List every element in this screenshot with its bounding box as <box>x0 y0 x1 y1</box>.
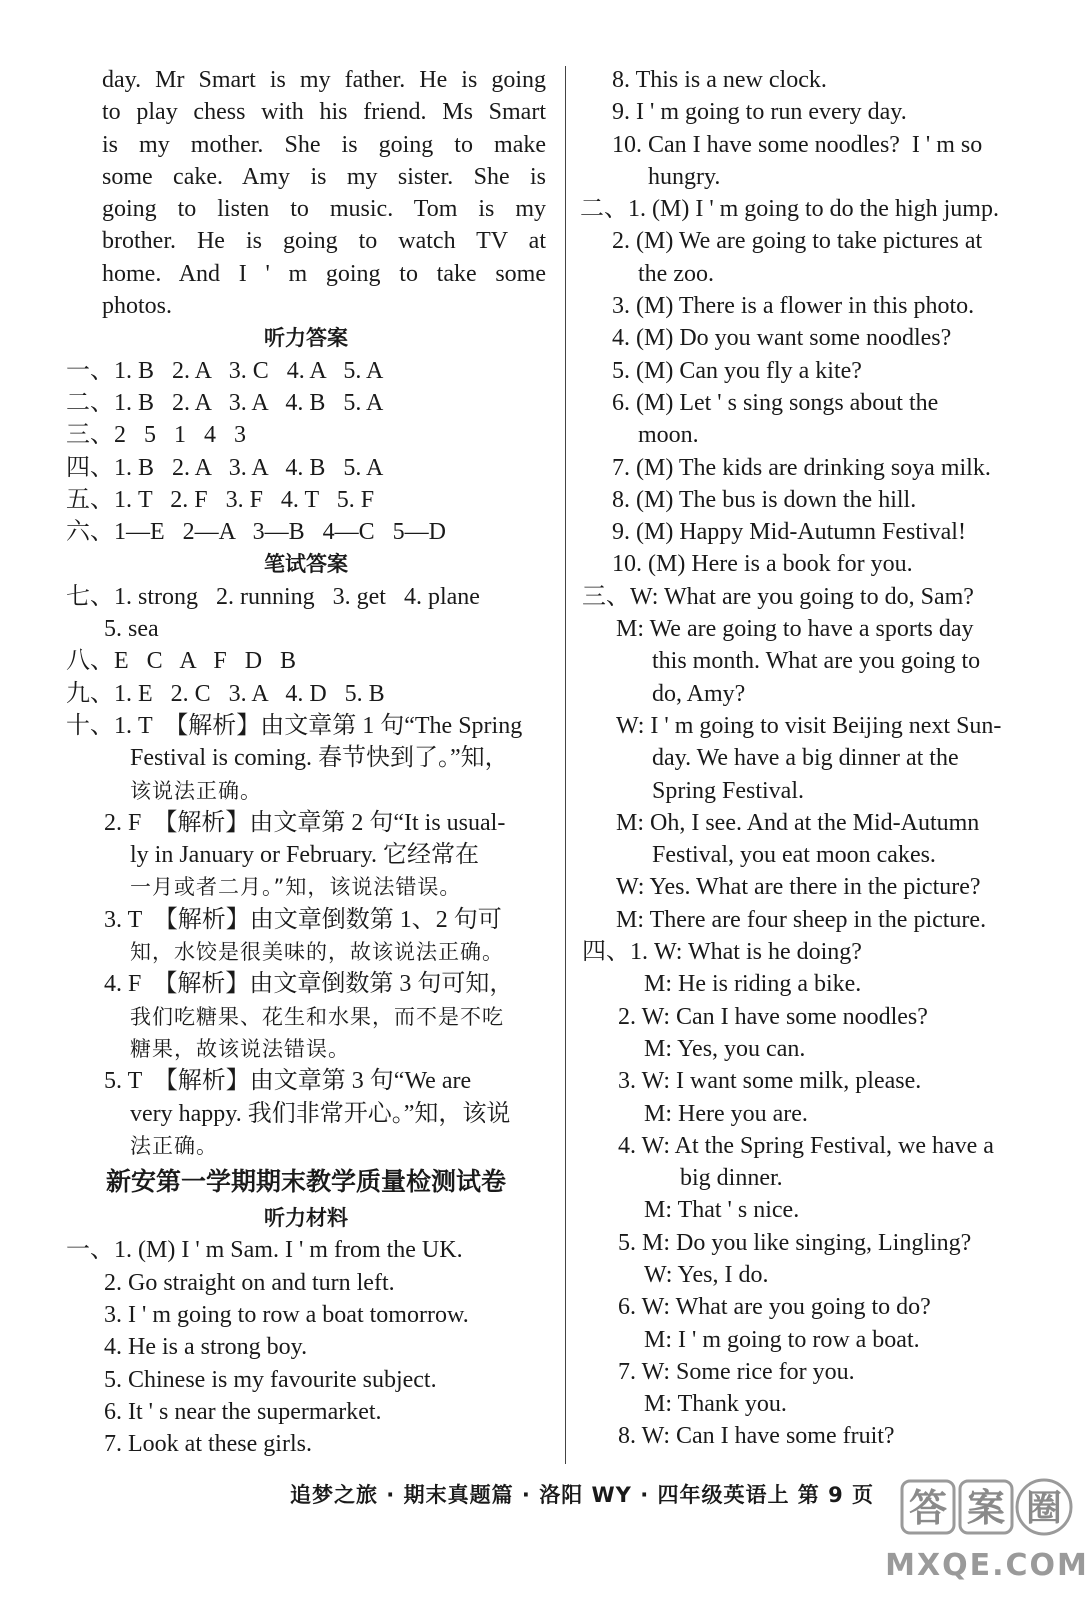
text-line <box>580 968 1070 1000</box>
text-line-content: 4. (M) Do you want some noodles? <box>612 325 952 352</box>
section-heading-text: 听力材料 <box>264 1206 348 1231</box>
text-line <box>66 968 546 1000</box>
text-line <box>580 1227 1070 1259</box>
text-line-content: 5. Chinese is my favourite subject. <box>104 1366 437 1393</box>
text-line <box>66 1065 546 1097</box>
text-line-content: big dinner. <box>680 1165 783 1192</box>
text-line <box>66 516 546 548</box>
text-line-content: 四、1. B 2. A 3. A 4. B 5. A <box>66 454 384 481</box>
text-line-content: 一、1. (M) I ' m Sam. I ' m from the UK. <box>66 1237 463 1264</box>
text-line <box>66 1130 546 1162</box>
text-line-content: 3. T 【解析】由文章倒数第 1、2 句可 <box>104 906 502 933</box>
text-line <box>580 904 1070 936</box>
text-line-content: W: Yes, I do. <box>644 1261 769 1288</box>
text-line-content: 3. (M) There is a flower in this photo. <box>612 293 975 320</box>
text-line <box>580 452 1070 484</box>
text-line-content: 6. W: What are you going to do? <box>618 1294 931 1321</box>
text-line <box>580 807 1070 839</box>
text-line-content: 7. (M) The kids are drinking soya milk. <box>612 454 991 481</box>
text-line-content: M: He is riding a bike. <box>644 971 862 998</box>
text-line <box>580 581 1070 613</box>
text-line-content: 三、2 5 1 4 3 <box>66 422 246 449</box>
text-line-content: M: Yes, you can. <box>644 1035 806 1062</box>
text-line <box>580 710 1070 742</box>
text-line-content: M: Oh, I see. And at the Mid-Autumn <box>616 809 980 836</box>
text-line <box>66 1001 546 1033</box>
text-line-content: 5. T 【解析】由文章第 3 句“We are <box>104 1068 472 1095</box>
text-line-content: Festival is coming. 春节快到了。”知， <box>130 745 509 772</box>
text-line-content: 6. It ' s near the supermarket. <box>104 1398 382 1425</box>
text-line-content: 法正确。 <box>130 1133 218 1158</box>
text-line-content: 3. I ' m going to row a boat tomorrow. <box>104 1301 469 1328</box>
column-divider <box>565 66 566 1464</box>
watermark-logo-char-2: 案 <box>966 1486 1006 1530</box>
text-line-content: hungry. <box>648 163 721 190</box>
text-line <box>580 387 1070 419</box>
section-heading <box>66 548 546 580</box>
text-line <box>580 1356 1070 1388</box>
text-line <box>66 613 546 645</box>
text-line <box>580 225 1070 257</box>
text-line <box>66 678 546 710</box>
text-line-content: brother. He is going to watch TV at <box>102 228 546 255</box>
text-line-content: 五、1. T 2. F 3. F 4. T 5. F <box>66 486 375 513</box>
text-line-content: 2. Go straight on and turn left. <box>104 1269 395 1296</box>
text-line <box>66 807 546 839</box>
text-line-content: 该说法正确。 <box>130 778 262 803</box>
text-line-content: 二、1. B 2. A 3. A 4. B 5. A <box>66 389 384 416</box>
text-line <box>66 1033 546 1065</box>
text-line <box>580 548 1070 580</box>
text-line <box>66 484 546 516</box>
text-line-content: day. Mr Smart is my father. He is going <box>102 67 546 93</box>
text-line-content: M: That ' s nice. <box>644 1197 800 1224</box>
text-line <box>66 129 546 161</box>
text-line <box>66 904 546 936</box>
text-line <box>66 161 546 193</box>
text-line <box>66 452 546 484</box>
text-line <box>580 258 1070 290</box>
text-line-content: very happy. 我们非常开心。”知，该说 <box>130 1100 511 1127</box>
text-line <box>66 258 546 290</box>
text-line-content: ly in January or February. 它经常在 <box>130 842 480 869</box>
text-line-content: is my mother. She is going to make <box>102 131 546 158</box>
text-line-content: 四、1. W: What is he doing? <box>582 939 862 966</box>
text-line-content: 一月或者二月。”知，该说法错误。 <box>130 875 462 900</box>
section-heading <box>66 1202 546 1234</box>
text-line-content: 5. (M) Can you fly a kite? <box>612 357 862 384</box>
text-line-content: 7. Look at these girls. <box>104 1431 312 1458</box>
text-line <box>66 1428 546 1460</box>
text-line <box>580 1098 1070 1130</box>
text-line <box>66 581 546 613</box>
text-line <box>66 1234 546 1266</box>
text-line <box>580 1130 1070 1162</box>
text-line-content: 六、1—E 2—A 3—B 4—C 5—D <box>66 519 447 546</box>
text-line <box>580 1259 1070 1291</box>
text-line <box>580 355 1070 387</box>
text-line-content: M: I ' m going to row a boat. <box>644 1326 920 1353</box>
text-line <box>66 193 546 225</box>
text-line <box>580 936 1070 968</box>
text-line <box>580 1194 1070 1226</box>
text-line-content: 知，水饺是很美味的，故该说法正确。 <box>130 940 504 965</box>
section-heading <box>66 322 546 354</box>
text-line-content: 3. W: I want some milk, please. <box>618 1068 922 1095</box>
text-line <box>580 775 1070 807</box>
text-line <box>580 678 1070 710</box>
text-line-content: 8. This is a new clock. <box>612 67 827 93</box>
text-line-content: 九、1. E 2. C 3. A 4. D 5. B <box>66 680 385 707</box>
text-line <box>66 290 546 322</box>
text-line-content: 八、E C A F D B <box>66 648 297 675</box>
text-line <box>580 1065 1070 1097</box>
text-line-content: 2. F 【解析】由文章第 2 句“It is usual- <box>104 809 506 836</box>
text-line-content: 一、1. B 2. A 3. C 4. A 5. A <box>66 357 384 384</box>
text-line-content: some cake. Amy is my sister. She is <box>102 163 546 190</box>
text-line <box>580 1033 1070 1065</box>
text-line <box>66 1267 546 1299</box>
text-line-content: this month. What are you going to <box>652 648 981 675</box>
text-line <box>580 322 1070 354</box>
text-line-content: 5. sea <box>104 616 159 643</box>
left-column <box>66 64 546 1460</box>
text-line-content: 6. (M) Let ' s sing songs about the <box>612 389 939 416</box>
text-line-content: Festival, you eat moon cakes. <box>652 842 936 869</box>
text-line <box>66 225 546 257</box>
text-line <box>580 613 1070 645</box>
text-line <box>580 193 1070 225</box>
text-line <box>580 161 1070 193</box>
text-line <box>66 387 546 419</box>
text-line-content: 二、1. (M) I ' m going to do the high jump. <box>580 196 999 223</box>
text-line <box>66 775 546 807</box>
watermark-logo-char-3: 圈 <box>1025 1488 1063 1529</box>
text-line-content: 七、1. strong 2. running 3. get 4. plane <box>66 583 480 610</box>
text-line <box>66 710 546 742</box>
text-line <box>66 839 546 871</box>
text-line-content: do, Amy? <box>652 680 746 707</box>
text-line-content: 9. I ' m going to run every day. <box>612 99 907 126</box>
text-line-content: 2. (M) We are going to take pictures at <box>612 228 983 255</box>
text-line <box>66 1396 546 1428</box>
text-line <box>66 64 546 96</box>
text-line-content: going to listen to music. Tom is my <box>102 196 546 223</box>
text-line <box>66 742 546 774</box>
text-line-content: moon. <box>638 422 699 449</box>
watermark-logo <box>885 1475 1089 1585</box>
text-line <box>66 1364 546 1396</box>
text-line <box>580 64 1070 96</box>
exam-title-text: 新安第一学期期末教学质量检测试卷 <box>105 1167 506 1197</box>
text-line <box>66 1331 546 1363</box>
text-line-content: 8. W: Can I have some fruit? <box>618 1423 895 1450</box>
text-line-content: 4. F 【解析】由文章倒数第 3 句可知， <box>104 971 514 998</box>
text-line-content: M: There are four sheep in the picture. <box>616 906 987 933</box>
text-line <box>580 1291 1070 1323</box>
text-line <box>580 290 1070 322</box>
text-line-content: 8. (M) The bus is down the hill. <box>612 486 917 513</box>
watermark-url: MXQE.COM <box>885 1548 1089 1583</box>
exam-title <box>66 1162 546 1202</box>
text-line <box>580 1420 1070 1452</box>
watermark-logo-char-1: 答 <box>908 1486 948 1530</box>
text-line <box>66 355 546 387</box>
text-line-content: W: Yes. What are there in the picture? <box>616 874 981 901</box>
text-line-content: 5. M: Do you like singing, Lingling? <box>618 1229 972 1256</box>
text-line-content: the zoo. <box>638 260 714 287</box>
text-line-content: 10. Can I have some noodles? I ' m so <box>612 131 983 158</box>
text-line <box>66 936 546 968</box>
text-line <box>580 419 1070 451</box>
text-line-content: photos. <box>102 293 173 320</box>
text-line-content: home. And I ' m going to take some <box>102 260 546 287</box>
text-line <box>580 129 1070 161</box>
text-line <box>580 871 1070 903</box>
text-line-content: 糖果，故该说法错误。 <box>130 1036 350 1061</box>
text-line <box>66 871 546 903</box>
text-line <box>580 516 1070 548</box>
right-column <box>580 64 1070 1453</box>
text-line <box>580 839 1070 871</box>
text-line-content: 2. W: Can I have some noodles? <box>618 1003 928 1030</box>
text-line <box>66 645 546 677</box>
text-line-content: 10. (M) Here is a book for you. <box>612 551 913 578</box>
text-line <box>580 1162 1070 1194</box>
text-line <box>580 1001 1070 1033</box>
text-line <box>580 96 1070 128</box>
section-heading-text: 听力答案 <box>264 326 348 351</box>
text-line <box>66 1299 546 1331</box>
section-heading-text: 笔试答案 <box>264 552 348 577</box>
text-line <box>580 1324 1070 1356</box>
text-line <box>580 1388 1070 1420</box>
text-line-content: to play chess with his friend. Ms Smart <box>102 99 546 126</box>
text-line <box>580 645 1070 677</box>
text-line-content: 十、1. T 【解析】由文章第 1 句“The Spring <box>66 712 523 739</box>
text-line <box>66 419 546 451</box>
page-footer: 追梦之旅 · 期末真题篇 · 洛阳 WY · 四年级英语上 第 9 页 <box>290 1483 875 1507</box>
text-line-content: day. We have a big dinner at the <box>652 745 959 772</box>
text-line-content: W: I ' m going to visit Beijing next Sun- <box>616 712 1002 739</box>
text-line-content: M: Thank you. <box>644 1391 787 1418</box>
text-line-content: 我们吃糖果、花生和水果，而不是不吃 <box>130 1004 504 1029</box>
text-line <box>580 742 1070 774</box>
text-line-content: 7. W: Some rice for you. <box>618 1358 855 1385</box>
text-line <box>66 1098 546 1130</box>
text-line-content: 三、W: What are you going to do, Sam? <box>582 583 974 610</box>
text-line-content: M: We are going to have a sports day <box>616 616 974 643</box>
text-line-content: 9. (M) Happy Mid-Autumn Festival! <box>612 519 966 546</box>
text-line <box>580 484 1070 516</box>
text-line-content: 4. He is a strong boy. <box>104 1334 308 1361</box>
text-line <box>66 96 546 128</box>
text-line-content: Spring Festival. <box>652 777 805 804</box>
text-line-content: M: Here you are. <box>644 1100 808 1127</box>
text-line-content: 4. W: At the Spring Festival, we have a <box>618 1132 994 1159</box>
